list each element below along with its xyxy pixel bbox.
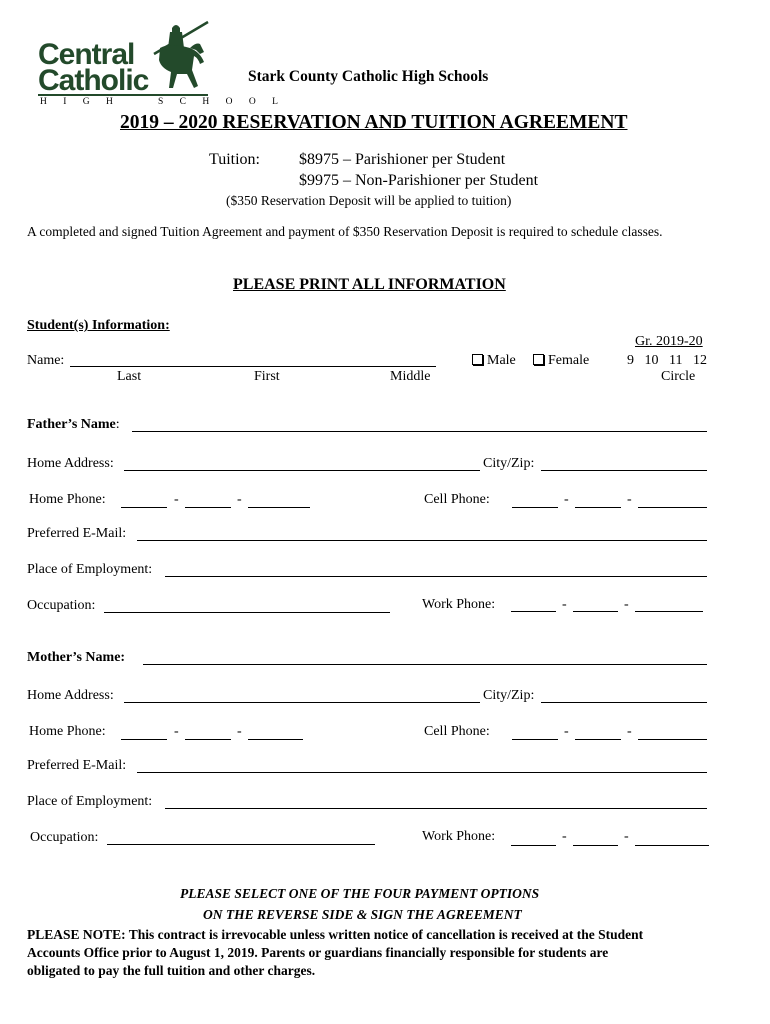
father-home-phone-area[interactable]: [121, 507, 167, 508]
mother-employment-label: Place of Employment:: [27, 794, 153, 809]
father-work-phone-line[interactable]: [635, 611, 703, 612]
dash: -: [627, 492, 632, 507]
tuition-parishioner: $8975 – Parishioner per Student: [299, 151, 506, 168]
mother-cell-phone-area[interactable]: [512, 739, 558, 740]
logo-line-catholic: Catholic: [38, 64, 149, 97]
student-section-label: Student(s) Information:: [27, 318, 170, 333]
mother-email-label: Preferred E-Mail:: [27, 758, 127, 773]
mother-work-phone-prefix[interactable]: [573, 845, 618, 846]
father-work-phone-area[interactable]: [511, 611, 556, 612]
school-subtitle: Stark County Catholic High Schools: [248, 68, 489, 85]
mother-name-label: Mother’s Name:: [27, 650, 126, 665]
dash: -: [562, 829, 567, 844]
dash: -: [564, 492, 569, 507]
mother-home-phone-area[interactable]: [121, 739, 167, 740]
deposit-note: ($350 Reservation Deposit will be applied to tuition): [226, 193, 512, 208]
father-occupation-field[interactable]: [104, 612, 390, 613]
father-email-label: Preferred E-Mail:: [27, 526, 127, 541]
mother-work-phone-label: Work Phone:: [422, 829, 496, 844]
dash: -: [562, 597, 567, 612]
requirement-text: A completed and signed Tuition Agreement and payment of $350 Reservation Deposit is required to schedule classes.: [27, 224, 663, 239]
father-address-label: Home Address:: [27, 456, 114, 471]
father-home-phone-prefix[interactable]: [185, 507, 231, 508]
student-name-field[interactable]: [70, 366, 436, 367]
payment-options-notice-1: PLEASE SELECT ONE OF THE FOUR PAYMENT OPTIONS: [180, 886, 540, 901]
payment-options-notice-2: ON THE REVERSE SIDE & SIGN THE AGREEMENT: [203, 907, 522, 922]
mother-email-field[interactable]: [137, 772, 707, 773]
dash: -: [174, 492, 179, 507]
tuition-non-parishioner: $9975 – Non-Parishioner per Student: [299, 172, 539, 189]
father-cityzip-label: City/Zip:: [483, 456, 535, 471]
mother-address-field[interactable]: [124, 702, 480, 703]
mother-work-phone-area[interactable]: [511, 845, 556, 846]
mother-cell-phone-label: Cell Phone:: [424, 724, 490, 739]
father-email-field[interactable]: [137, 540, 707, 541]
student-name-label: Name:: [27, 353, 65, 368]
father-cell-phone-line[interactable]: [638, 507, 707, 508]
dash: -: [237, 724, 242, 739]
dash: -: [627, 724, 632, 739]
print-notice: PLEASE PRINT ALL INFORMATION: [233, 276, 506, 293]
father-work-phone-prefix[interactable]: [573, 611, 618, 612]
middle-caption: Middle: [390, 369, 431, 384]
knight-on-horse-icon: [150, 18, 212, 94]
cancellation-note-2: Accounts Office prior to August 1, 2019. Parents or guardians financially responsible for students are: [27, 945, 609, 960]
last-caption: Last: [117, 369, 142, 384]
mother-cityzip-label: City/Zip:: [483, 688, 535, 703]
father-home-phone-label: Home Phone:: [29, 492, 106, 507]
dash: -: [624, 597, 629, 612]
female-checkbox[interactable]: Female: [533, 353, 589, 369]
mother-home-phone-prefix[interactable]: [185, 739, 231, 740]
father-name-label: Father’s Name:: [27, 417, 120, 432]
mother-work-phone-line[interactable]: [635, 845, 709, 846]
dash: -: [174, 724, 179, 739]
mother-name-field[interactable]: [143, 664, 707, 665]
logo-line-high-school: H I G H S C H O O L: [40, 97, 280, 107]
mother-occupation-label: Occupation:: [30, 830, 99, 845]
dash: -: [624, 829, 629, 844]
mother-cell-phone-prefix[interactable]: [575, 739, 621, 740]
dash: -: [564, 724, 569, 739]
father-employment-label: Place of Employment:: [27, 562, 153, 577]
father-employment-field[interactable]: [165, 576, 707, 577]
mother-address-label: Home Address:: [27, 688, 114, 703]
father-home-phone-line[interactable]: [248, 507, 310, 508]
grade-header: Gr. 2019-20: [635, 334, 703, 349]
father-occupation-label: Occupation:: [27, 598, 96, 613]
grade-options[interactable]: 9 10 11 12: [627, 353, 707, 368]
mother-home-phone-line[interactable]: [248, 739, 303, 740]
first-caption: First: [254, 369, 280, 384]
checkbox-icon: [472, 354, 483, 365]
logo-rule: [38, 94, 208, 96]
mother-employment-field[interactable]: [165, 808, 707, 809]
dash: -: [237, 492, 242, 507]
circle-caption: Circle: [661, 369, 696, 384]
mother-cityzip-field[interactable]: [541, 702, 707, 703]
father-cell-phone-area[interactable]: [512, 507, 558, 508]
father-cityzip-field[interactable]: [541, 470, 707, 471]
cancellation-note-1: PLEASE NOTE: This contract is irrevocable unless written notice of cancellation is received at the Student: [27, 927, 644, 942]
father-cell-phone-label: Cell Phone:: [424, 492, 490, 507]
checkbox-icon: [533, 354, 544, 365]
mother-occupation-field[interactable]: [107, 844, 375, 845]
logo-line-central: Central: [38, 38, 135, 71]
father-work-phone-label: Work Phone:: [422, 597, 496, 612]
mother-home-phone-label: Home Phone:: [29, 724, 106, 739]
father-name-field[interactable]: [132, 431, 707, 432]
father-address-field[interactable]: [124, 470, 480, 471]
mother-cell-phone-line[interactable]: [638, 739, 707, 740]
father-cell-phone-prefix[interactable]: [575, 507, 621, 508]
document-title: 2019 – 2020 RESERVATION AND TUITION AGREEMENT: [120, 112, 628, 133]
male-checkbox[interactable]: Male: [472, 353, 516, 369]
tuition-label: Tuition:: [209, 151, 260, 168]
cancellation-note-3: obligated to pay the full tuition and other charges.: [27, 963, 316, 978]
